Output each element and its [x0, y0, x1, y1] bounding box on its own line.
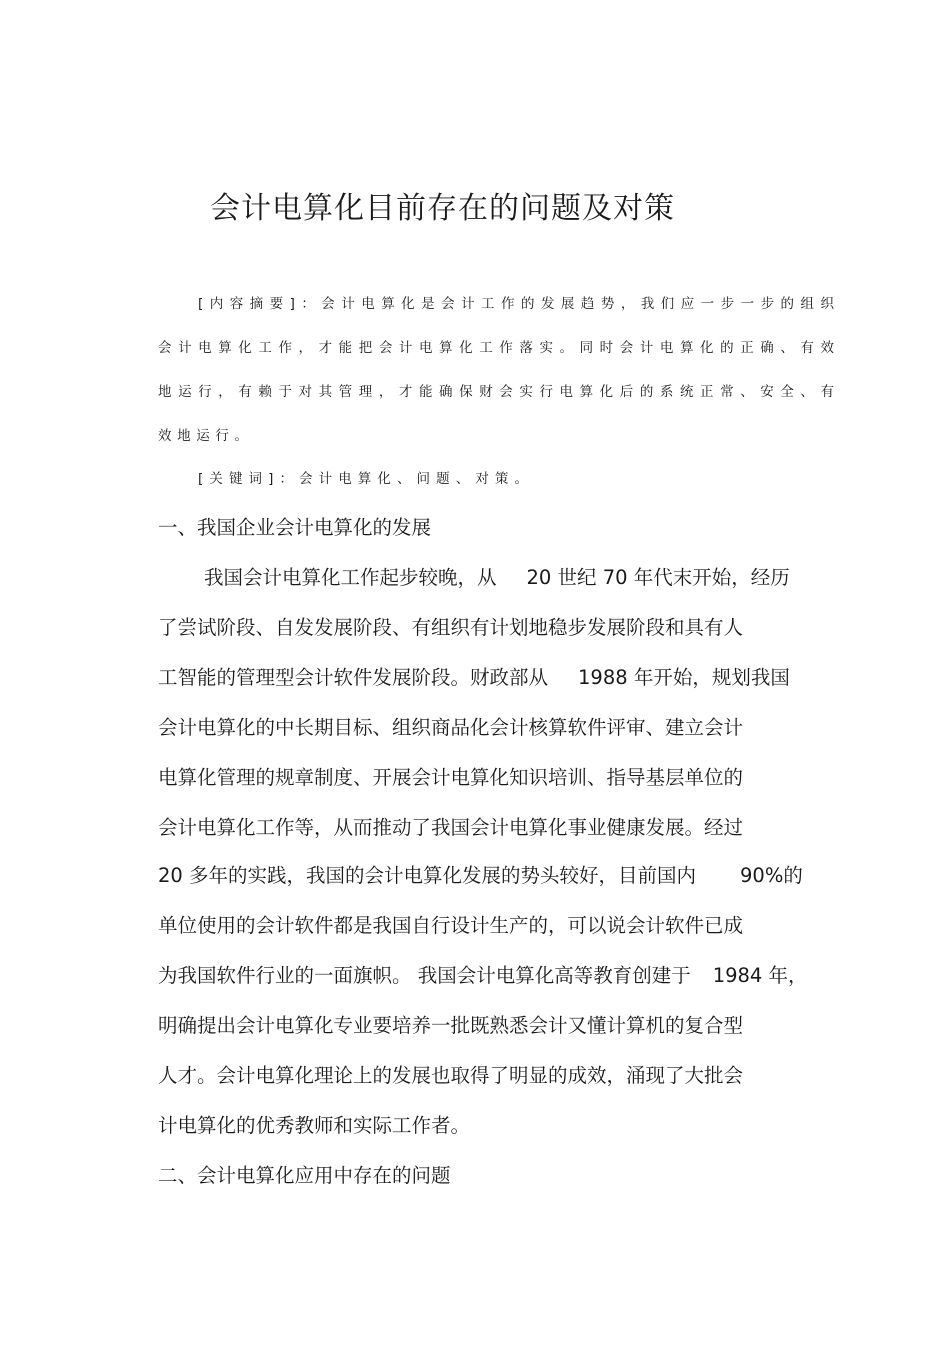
section-heading: 二、会计电算化应用中存在的问题 — [158, 1164, 451, 1187]
paragraph-line: 会计电算化工作等，从而推动了我国会计电算化事业健康发展。经过 — [158, 816, 744, 839]
abstract-line: 地运行，有赖于对其管理，才能确保财会实行电算化后的系统正常、安全、有 — [158, 384, 834, 400]
abstract-line: 会计电算化工作，才能把会计电算化工作落实。同时会计电算化的正确、有效 — [158, 340, 834, 356]
paragraph-line: 人才。会计电算化理论上的发展也取得了明显的成效，涌现了大批会 — [158, 1064, 744, 1087]
keywords-line: [关键词]：会计电算化、问题、对策。 — [198, 471, 528, 487]
paragraph-line: 电算化管理的规章制度、开展会计电算化知识培训、指导基层单位的 — [158, 766, 744, 789]
abstract-line: 效地运行。 — [158, 428, 248, 444]
document-title: 会计电算化目前存在的问题及对策 — [210, 191, 675, 226]
abstract-line: [内容摘要]：会计电算化是会计工作的发展趋势，我们应一步一步的组织 — [198, 296, 834, 312]
paragraph-line: 单位使用的会计软件都是我国自行设计生产的，可以说会计软件已成 — [158, 914, 744, 937]
paragraph-line: 明确提出会计电算化专业要培养一批既熟悉会计又懂计算机的复合型 — [158, 1014, 744, 1037]
paragraph-line: 我国会计电算化工作起步较晚，从 20 世纪 70 年代末开始，经历 — [204, 566, 790, 589]
paragraph-line: 了尝试阶段、自发发展阶段、有组织有计划地稳步发展阶段和具有人 — [158, 616, 744, 639]
paragraph-line: 计电算化的优秀教师和实际工作者。 — [158, 1114, 471, 1137]
section-heading: 一、我国企业会计电算化的发展 — [158, 516, 432, 539]
paragraph-line: 20 多年的实践，我国的会计电算化发展的势头较好，目前国内 90%的 — [158, 864, 803, 887]
paragraph-line: 为我国软件行业的一面旗帜。 我国会计电算化高等教育创建于 1984 年， — [158, 964, 808, 987]
paragraph-line: 会计电算化的中长期目标、组织商品化会计核算软件评审、建立会计 — [158, 716, 744, 739]
paragraph-line: 工智能的管理型会计软件发展阶段。财政部从 1988 年开始，规划我国 — [158, 666, 790, 689]
